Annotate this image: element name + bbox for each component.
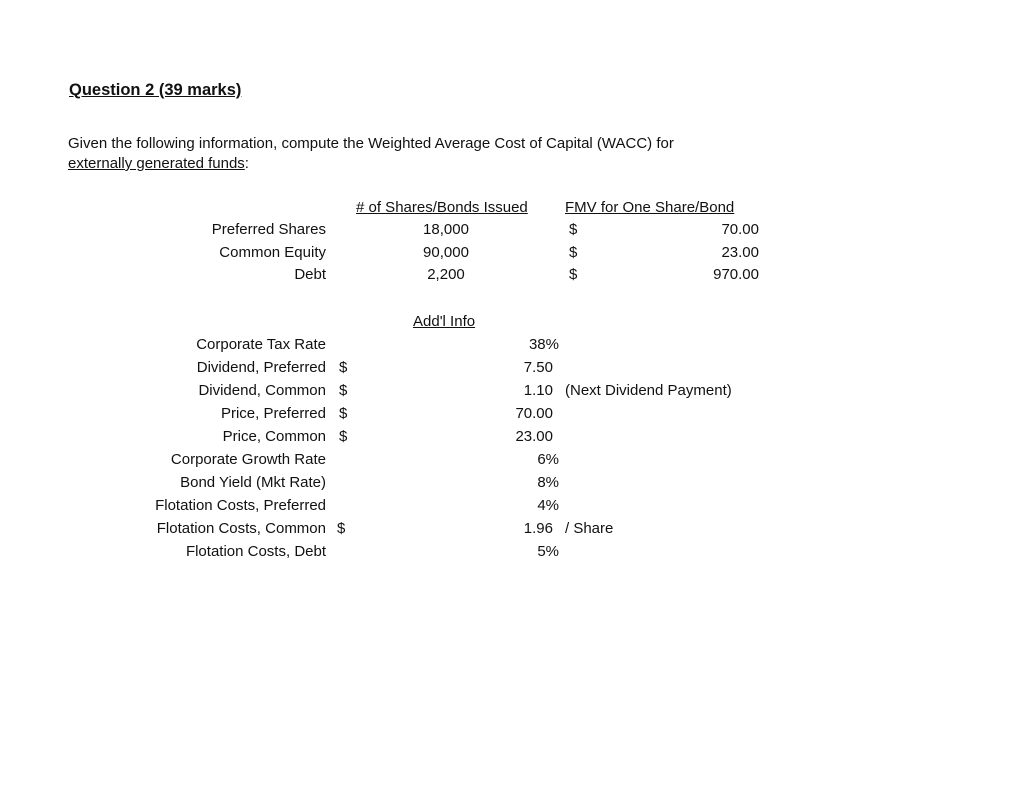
info-row-label: Flotation Costs, Common: [156, 520, 326, 537]
intro-suffix: :: [244, 155, 249, 172]
info-row-label: Corporate Tax Rate: [196, 336, 326, 353]
info-row-label: Price, Preferred: [220, 405, 326, 422]
info-row-label: Flotation Costs, Debt: [185, 543, 326, 560]
securities-row-fmv: 970.00: [713, 266, 759, 283]
securities-row-currency: $: [569, 221, 578, 238]
info-row-value: 6%: [537, 451, 559, 468]
securities-row-label: Debt: [294, 266, 326, 283]
info-row-label: Price, Common: [222, 428, 326, 445]
info-row-currency: $: [339, 359, 348, 376]
info-row-value: 1.10: [523, 382, 553, 399]
info-row-label: Dividend, Preferred: [196, 359, 326, 376]
intro-text-line1: Given the following information, compute the Weighted Average Cost of Capital (WACC) for: [68, 135, 674, 152]
securities-row-fmv: 23.00: [721, 244, 759, 261]
question-title: Question 2 (39 marks): [69, 81, 242, 99]
securities-row-label: Preferred Shares: [211, 221, 326, 238]
info-row-value: 8%: [537, 474, 559, 491]
securities-row-label: Common Equity: [219, 244, 326, 261]
securities-row-issued: 2,200: [427, 266, 465, 283]
info-row-note: / Share: [565, 520, 614, 537]
info-row-currency: $: [339, 405, 348, 422]
info-row-currency: $: [337, 520, 346, 537]
header-shares-issued: # of Shares/Bonds Issued: [356, 199, 528, 216]
info-row-value: 4%: [537, 497, 559, 514]
info-row-value: 38%: [528, 336, 559, 353]
info-row-value: 5%: [537, 543, 559, 560]
header-fmv: FMV for One Share/Bond: [565, 199, 735, 216]
info-row-value: 70.00: [515, 405, 553, 422]
info-row-label: Flotation Costs, Preferred: [155, 497, 326, 514]
securities-row-currency: $: [569, 266, 578, 283]
info-row-currency: $: [339, 382, 348, 399]
intro-text-line2: [68, 155, 249, 173]
securities-row-issued: 18,000: [423, 221, 469, 238]
header-additional-info: Add'l Info: [413, 313, 476, 330]
securities-row-currency: $: [569, 244, 578, 261]
securities-row-issued: 90,000: [423, 244, 469, 261]
info-row-value: 7.50: [523, 359, 553, 376]
info-row-value: 1.96: [523, 520, 553, 537]
info-row-value: 23.00: [515, 428, 553, 445]
securities-row-fmv: 70.00: [721, 221, 759, 238]
info-row-label: Corporate Growth Rate: [170, 451, 326, 468]
info-row-note: (Next Dividend Payment): [565, 382, 732, 399]
info-row-label: Dividend, Common: [198, 382, 326, 399]
intro-underlined-phrase: externally generated funds: [68, 155, 245, 172]
info-row-label: Bond Yield (Mkt Rate): [180, 474, 326, 491]
info-row-currency: $: [339, 428, 348, 445]
